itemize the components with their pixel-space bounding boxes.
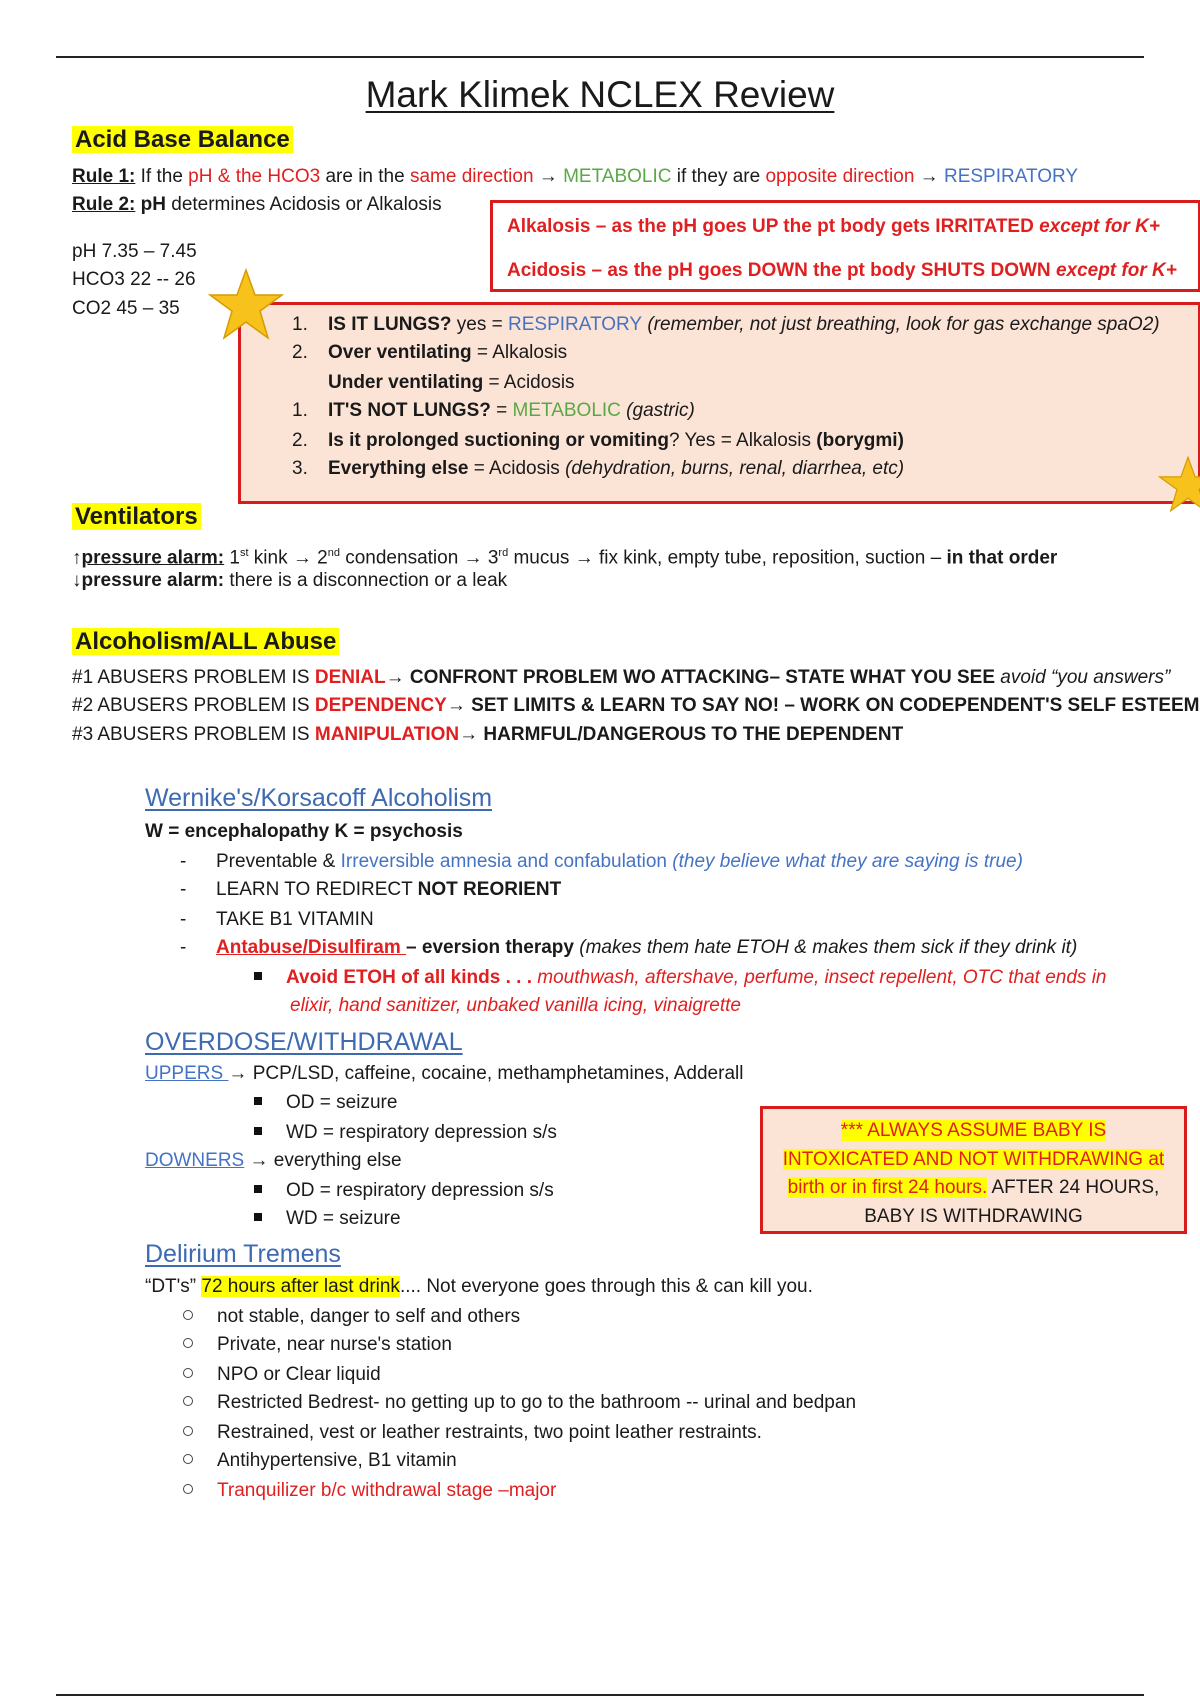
top-rule <box>56 56 1144 58</box>
square-bullet-icon <box>254 1213 262 1221</box>
downers-wd: WD = seizure <box>254 1207 401 1231</box>
abuse-problem-2: #2 ABUSERS PROBLEM IS DEPENDENCY→ SET LIMITS & LEARN TO SAY NO! – WORK ON CODEPENDENT'S SELF ESTEEM <box>72 695 1200 716</box>
circle-bullet-icon <box>183 1426 193 1436</box>
step-suctioning: 2. Is it prolonged suctioning or vomiting? Yes = Alkalosis (borygmi) <box>292 430 904 451</box>
circle-bullet-icon <box>183 1396 193 1406</box>
rule-1: Rule 1: If the pH & the HCO3 are in the same direction → METABOLIC if they are opposite direction → RESPIRATORY <box>72 166 1079 187</box>
step-lungs: 1. IS IT LUNGS? yes = RESPIRATORY (remember, not just breathing, look for gas exchange spaO2) <box>292 314 1160 335</box>
square-bullet-icon <box>254 1185 262 1193</box>
wernike-definition: W = encephalopathy K = psychosis <box>145 821 463 842</box>
delirium-item: Restricted Bedrest- no getting up to go to the bathroom -- urinal and bedpan <box>183 1391 856 1415</box>
star-icon <box>208 268 284 340</box>
baby-box-line-3: birth or in first 24 hours. AFTER 24 HOURS, <box>787 1177 1160 1198</box>
wernike-heading: Wernike's/Korsacoff Alcoholism <box>145 784 493 812</box>
square-bullet-icon <box>254 1127 262 1135</box>
step-not-lungs: 1. IT'S NOT LUNGS? = METABOLIC (gastric) <box>292 400 695 421</box>
downers-od: OD = respiratory depression s/s <box>254 1179 554 1203</box>
circle-bullet-icon <box>183 1454 193 1464</box>
abuse-problem-3: #3 ABUSERS PROBLEM IS MANIPULATION→ HARMFUL/DANGEROUS TO THE DEPENDENT <box>72 724 904 745</box>
acidosis-line: Acidosis – as the pH goes DOWN the pt body SHUTS DOWN except for K+ <box>507 260 1177 281</box>
delirium-intro: “DT's” 72 hours after last drink.... Not everyone goes through this & can kill you. <box>145 1276 813 1297</box>
uppers-line: UPPERS → PCP/LSD, caffeine, cocaine, methamphetamines, Adderall <box>145 1063 744 1084</box>
alkalosis-acidosis-box <box>490 200 1200 292</box>
delirium-item: Antihypertensive, B1 vitamin <box>183 1449 457 1473</box>
abuse-problem-1: #1 ABUSERS PROBLEM IS DENIAL→ CONFRONT PROBLEM WO ATTACKING– STATE WHAT YOU SEE avoid “you answers” <box>72 667 1171 688</box>
circle-bullet-icon <box>183 1338 193 1348</box>
delirium-item: Private, near nurse's station <box>183 1333 452 1357</box>
baby-box-line-2: INTOXICATED AND NOT WITHDRAWING at <box>782 1148 1165 1170</box>
wernike-item-1: - Preventable & Irreversible amnesia and confabulation (they believe what they are saying is true) <box>180 851 1023 872</box>
bottom-rule <box>56 1694 1144 1696</box>
baby-withdrawal-box <box>760 1106 1187 1234</box>
step-everything-else: 3. Everything else = Acidosis (dehydration, burns, renal, diarrhea, etc) <box>292 458 905 479</box>
low-pressure-alarm: ↓pressure alarm: there is a disconnection or a leak <box>72 570 508 591</box>
alcoholism-heading: Alcoholism/ALL Abuse <box>72 628 339 656</box>
step-under-ventilating: Under ventilating = Acidosis <box>328 372 575 393</box>
norm-hco3: HCO3 22 -- 26 <box>72 269 196 290</box>
avoid-etoh-continued: elixir, hand sanitizer, unbaked vanilla icing, vinaigrette <box>290 995 741 1016</box>
circle-bullet-icon <box>183 1310 193 1320</box>
uppers-wd: WD = respiratory depression s/s <box>254 1121 557 1145</box>
rule-2: Rule 2: pH determines Acidosis or Alkalosis <box>72 194 442 215</box>
wernike-item-4: - Antabuse/Disulfiram – eversion therapy (makes them hate ETOH & makes them sick if they drink it) <box>180 937 1078 958</box>
circle-bullet-icon <box>183 1484 193 1494</box>
delirium-heading: Delirium Tremens <box>145 1240 341 1268</box>
delirium-item: Restrained, vest or leather restraints, two point leather restraints. <box>183 1421 762 1445</box>
ventilators-heading: Ventilators <box>72 503 201 531</box>
star-icon-right <box>1158 452 1200 516</box>
overdose-heading: OVERDOSE/WITHDRAWAL <box>145 1028 463 1056</box>
acid-base-heading: Acid Base Balance <box>72 126 293 154</box>
step-over-ventilating: 2. Over ventilating = Alkalosis <box>292 342 568 363</box>
page-title: Mark Klimek NCLEX Review <box>365 74 835 115</box>
alkalosis-line: Alkalosis – as the pH goes UP the pt body gets IRRITATED except for K+ <box>507 216 1160 237</box>
wernike-item-3: - TAKE B1 VITAMIN <box>180 909 374 930</box>
square-bullet-icon <box>254 972 262 980</box>
delirium-item: not stable, danger to self and others <box>183 1305 520 1329</box>
avoid-etoh-item: Avoid ETOH of all kinds . . . mouthwash, aftershave, perfume, insect repellent, OTC that ends in <box>254 966 1107 990</box>
wernike-item-2: - LEARN TO REDIRECT NOT REORIENT <box>180 879 562 900</box>
baby-box-line-4: BABY IS WITHDRAWING <box>864 1205 1083 1227</box>
circle-bullet-icon <box>183 1368 193 1378</box>
baby-box-line-1: *** ALWAYS ASSUME BABY IS <box>840 1120 1107 1141</box>
delirium-item-tranquilizer: Tranquilizer b/c withdrawal stage –major <box>183 1479 556 1503</box>
uppers-od: OD = seizure <box>254 1091 397 1115</box>
downers-line: DOWNERS → everything else <box>145 1150 402 1171</box>
high-pressure-alarm: ↑pressure alarm: 1st kink → 2nd condensation → 3rd mucus → fix kink, empty tube, reposition, suction – in that order <box>72 547 1058 569</box>
square-bullet-icon <box>254 1097 262 1105</box>
norm-ph: pH 7.35 – 7.45 <box>72 241 197 262</box>
delirium-item: NPO or Clear liquid <box>183 1363 381 1387</box>
norm-co2: CO2 45 – 35 <box>72 298 180 319</box>
